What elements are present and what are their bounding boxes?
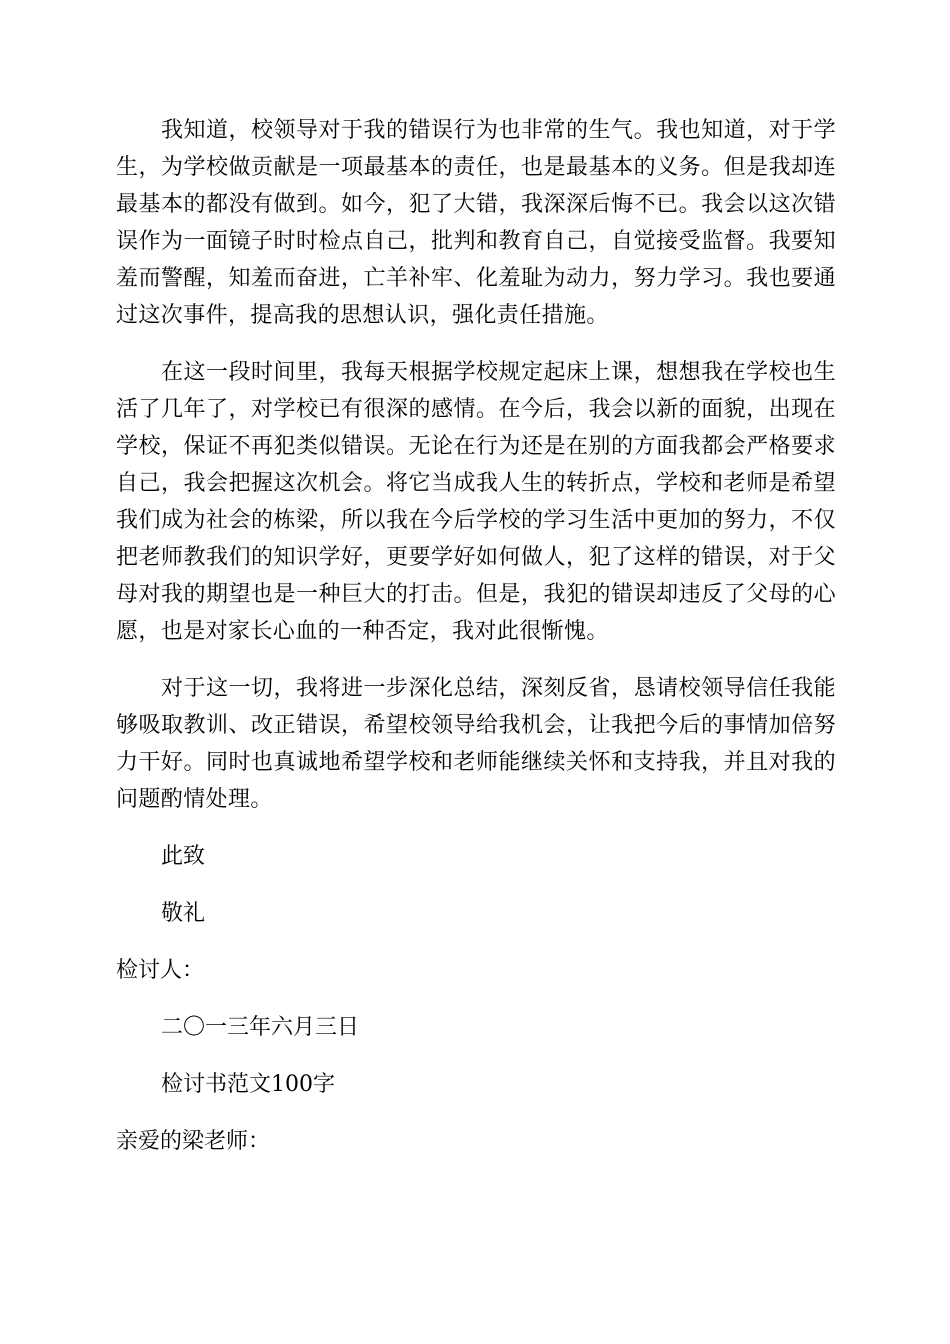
paragraph-1: 我知道，校领导对于我的错误行为也非常的生气。我也知道，对于学生，为学校做贡献是一项最基本的责任，也是最基本的义务。但是我却连最基本的都没有做到。如今，犯了大错，我深深后悔不已。我会以这次错误作为一面镜子时时检点自己，批判和教育自己，自觉接受监督。我要知羞而警醒，知羞而奋进，亡羊补牢、化羞耻为动力，努力学习。我也要通过这次事件，提高我的思想认识，强化责任措施。 bbox=[116, 118, 836, 328]
signer-label: 检讨人： bbox=[116, 958, 205, 983]
paragraph-2: 在这一段时间里，我每天根据学校规定起床上课，想想我在学校也生活了几年了，对学校已有很深的感情。在今后，我会以新的面貌，出现在学校，保证不再犯类似错误。无论在行为还是在别的方面我都会严格要求自己，我会把握这次机会。将它当成我人生的转折点，学校和老师是希望我们成为社会的栋梁，所以我在今后学校的学习生活中更加的努力，不仅把老师教我们的知识学好，更要学好如何做人，犯了这样的错误，对于父母对我的期望也是一种巨大的打击。但是，我犯的错误却违反了父母的心愿，也是对家长心血的一种否定，我对此很惭愧。 bbox=[116, 360, 836, 644]
document-date: 二〇一三年六月三日 bbox=[161, 1015, 360, 1040]
next-document-salutation: 亲爱的梁老师： bbox=[116, 1129, 271, 1154]
paragraph-3: 对于这一切，我将进一步深化总结，深刻反省，恳请校领导信任我能够吸取教训、改正错误，希望校领导给我机会，让我把今后的事情加倍努力干好。同时也真诚地希望学校和老师能继续关怀和支持我，并且对我的问题酌情处理。 bbox=[116, 676, 836, 812]
next-document-title: 检讨书范文100字 bbox=[161, 1072, 335, 1097]
closing-salutation: 此致 bbox=[161, 844, 206, 869]
document-body bbox=[116, 112, 836, 1180]
closing-regards: 敬礼 bbox=[161, 901, 206, 926]
